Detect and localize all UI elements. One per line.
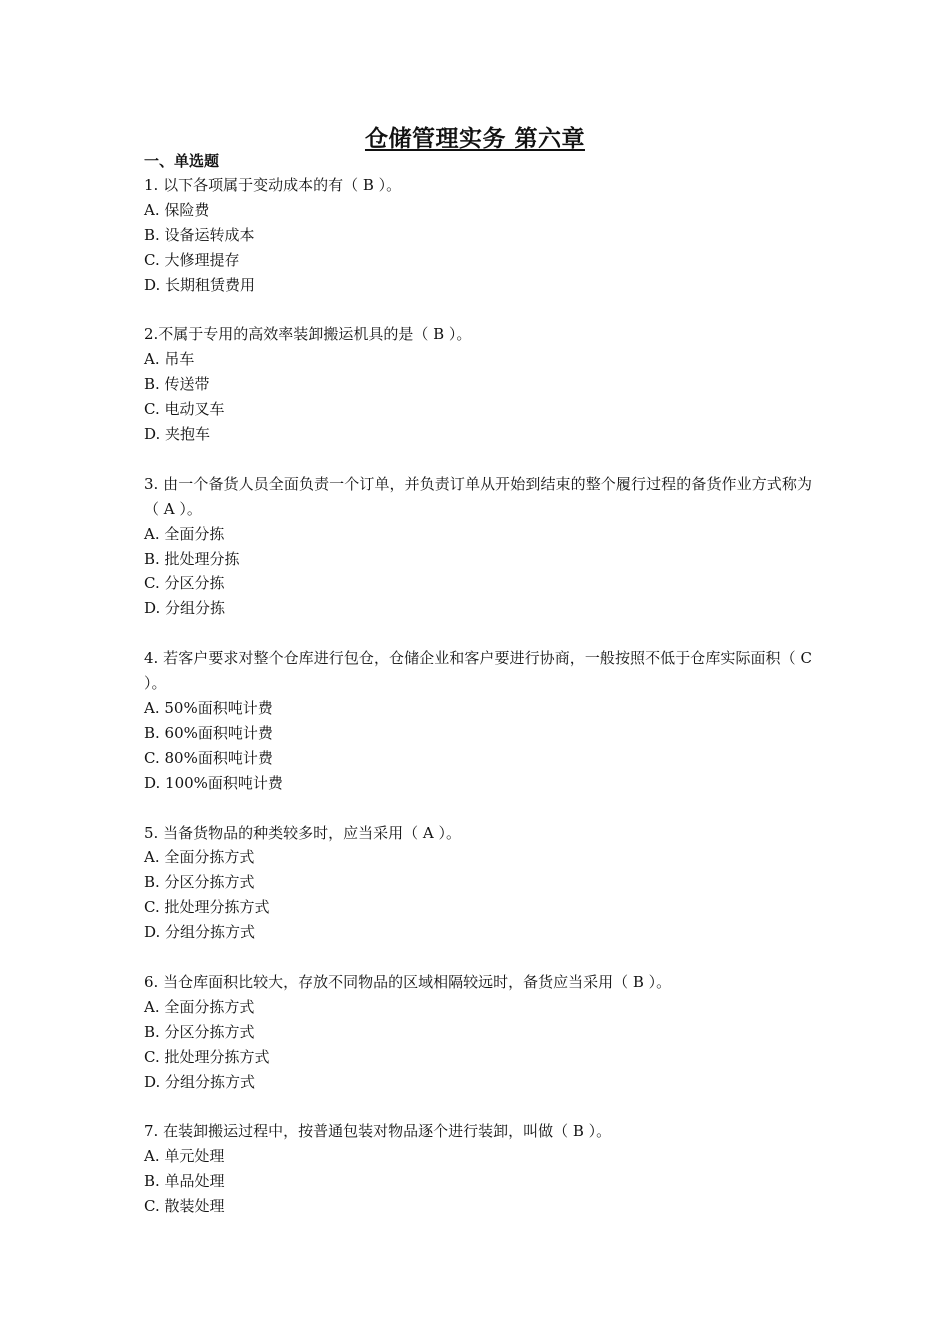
question-option: A. 全面分拣: [144, 524, 225, 543]
question-stem: 7. 在装卸搬运过程中，按普通包装对物品逐个进行装卸，叫做（ B ）。: [144, 1122, 612, 1141]
question-option: D. 100%面积吨计费: [144, 773, 283, 792]
question-option: C. 散装处理: [144, 1197, 225, 1216]
question-1: [144, 173, 812, 298]
question-option: B. 分区分拣方式: [144, 1022, 255, 1041]
question-stem: 3. 由一个备货人员全面负责一个订单，并负责订单从开始到结束的整个履行过程的备货作业方式称为（ A ）。: [144, 474, 812, 518]
question-stem: 6. 当仓库面积比较大，存放不同物品的区域相隔较远时，备货应当采用（ B ）。: [144, 972, 672, 991]
question-option: C. 批处理分拣方式: [144, 898, 270, 917]
question-5: [144, 821, 812, 946]
question-option: A. 吊车: [144, 350, 195, 369]
question-option: B. 60%面积吨计费: [144, 723, 273, 742]
question-option: C. 分区分拣: [144, 574, 225, 593]
question-4: [144, 646, 812, 795]
question-option: C. 大修理提存: [144, 250, 240, 269]
question-option: C. 批处理分拣方式: [144, 1047, 270, 1066]
question-stem: 2.不属于专用的高效率装卸搬运机具的是（ B ）。: [144, 325, 472, 344]
question-option: C. 电动叉车: [144, 400, 225, 419]
question-option: C. 80%面积吨计费: [144, 748, 273, 767]
question-option: A. 单元处理: [144, 1147, 225, 1166]
question-option: B. 设备运转成本: [144, 225, 255, 244]
question-option: A. 全面分拣方式: [144, 997, 255, 1016]
section-heading: 一、单选题: [144, 152, 220, 170]
document-body: [144, 149, 812, 1244]
question-6: [144, 970, 812, 1095]
question-option: B. 分区分拣方式: [144, 873, 255, 892]
question-option: B. 传送带: [144, 375, 210, 394]
question-option: A. 全面分拣方式: [144, 848, 255, 867]
question-list: [144, 173, 812, 1219]
question-7: [144, 1119, 812, 1219]
question-option: A. 保险费: [144, 200, 210, 219]
question-option: B. 批处理分拣: [144, 549, 240, 568]
question-option: D. 分组分拣方式: [144, 923, 256, 942]
question-option: D. 长期租赁费用: [144, 275, 256, 294]
question-3: [144, 472, 812, 621]
question-stem: 4. 若客户要求对整个仓库进行包仓，仓储企业和客户要进行协商，一般按照不低于仓库实际面积（ C ）。: [144, 649, 812, 693]
question-option: B. 单品处理: [144, 1172, 225, 1191]
document-title: 仓储管理实务 第六章: [364, 125, 585, 152]
question-option: D. 夹抱车: [144, 425, 211, 444]
question-option: A. 50%面积吨计费: [144, 698, 273, 717]
question-stem: 1. 以下各项属于变动成本的有（ B ）。: [144, 176, 402, 194]
question-option: D. 分组分拣方式: [144, 1072, 256, 1091]
question-2: [144, 322, 812, 447]
question-stem: 5. 当备货物品的种类较多时，应当采用（ A ）。: [144, 823, 461, 842]
question-option: D. 分组分拣: [144, 599, 226, 618]
